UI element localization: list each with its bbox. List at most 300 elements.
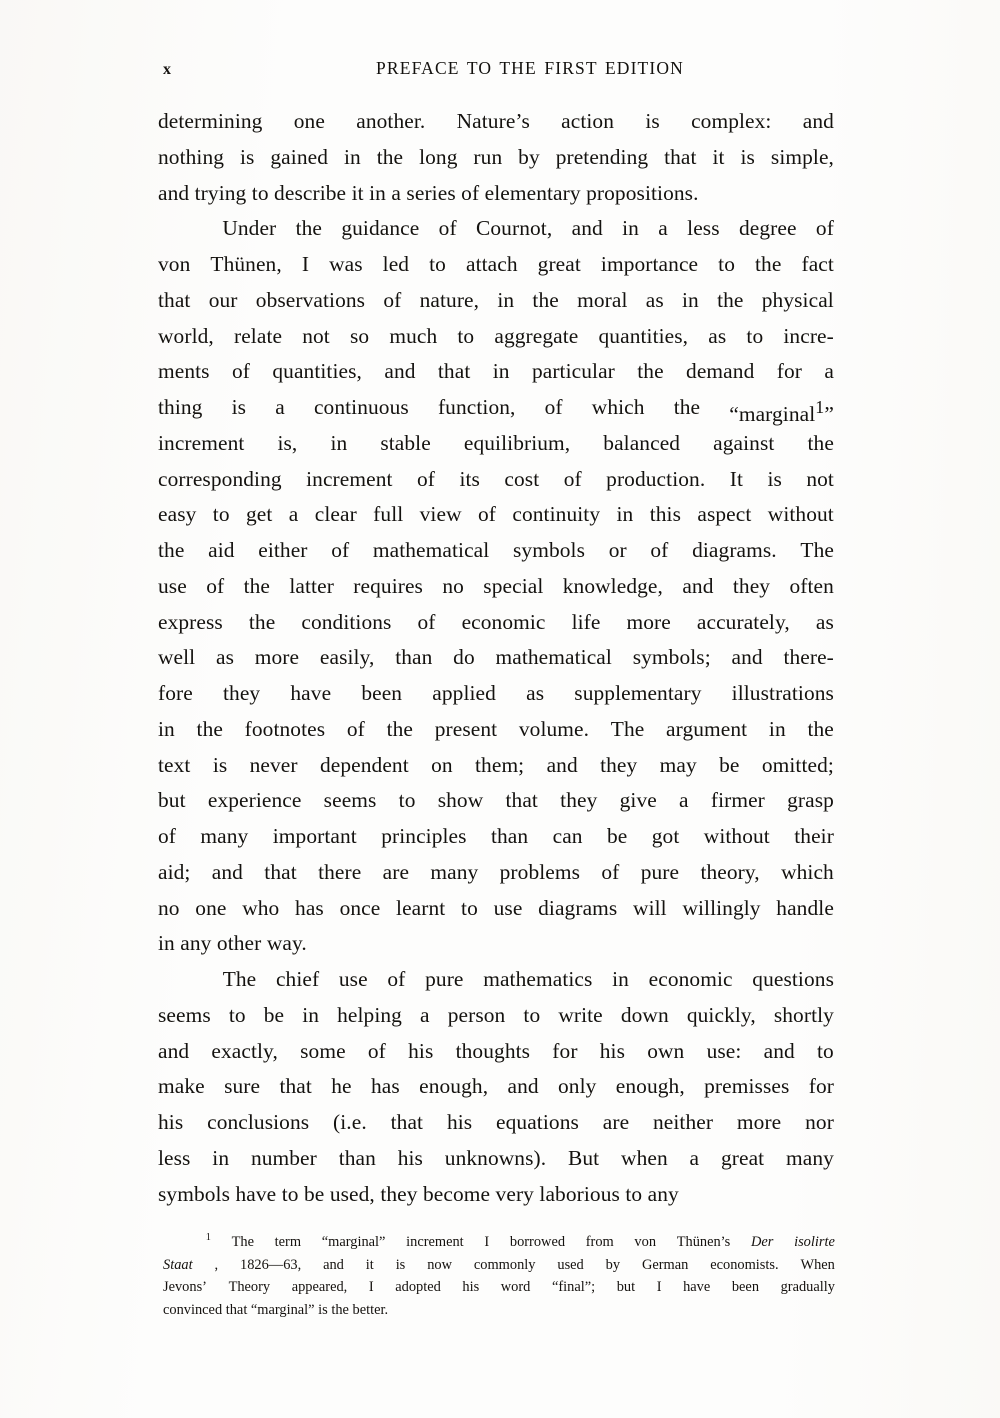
word: corresponding [158,466,282,491]
word: pure [640,859,680,884]
word: to [817,1038,834,1063]
word: supplementary [574,681,702,705]
word: which [591,395,645,419]
word: may [659,752,697,777]
word: his [397,1145,423,1170]
footnote-line [163,1276,835,1299]
“footnote-reference”: 1 [815,397,825,417]
word: conditions [301,609,392,634]
word: of [331,538,350,562]
word: easy [158,502,197,527]
word: dependent [319,752,409,777]
word: the [196,716,223,741]
word: guidance [341,216,420,241]
word: important [272,824,357,848]
footnote-text: but [616,1279,636,1296]
word: questions [752,967,834,991]
word: aggregate [494,323,579,348]
word: illustrations [731,681,834,705]
footnote-word [474,1254,536,1277]
word: is, [277,430,298,455]
word: to [523,1002,541,1027]
word: importance [600,252,699,276]
word: our [208,287,238,312]
word: a [824,359,834,384]
footnote-text: by [605,1256,621,1273]
word: aid; [158,859,191,884]
word: who [242,895,280,920]
word: less [158,1145,191,1170]
footnote-word [215,1254,219,1277]
footnote-block [163,1231,835,1321]
word: of [383,287,402,312]
word: chief [275,967,320,991]
word: many [200,824,249,848]
footnote-word [406,1231,464,1254]
footnote-word [617,1276,635,1299]
word: von [158,252,191,276]
footnote-word [751,1231,773,1254]
word: present [434,716,498,741]
word: he [331,1074,352,1099]
word: give [619,788,657,813]
word: as [645,287,664,312]
word: quantities, [598,323,689,348]
footnote-text: used [557,1256,584,1273]
word: well [158,645,196,670]
word: observations [255,287,366,312]
text-line [158,211,834,247]
text-line [158,497,834,533]
word: they [560,788,598,813]
footnote-line [163,1231,835,1254]
word: of [346,716,365,741]
word: a [679,788,689,813]
footnote-text: German [641,1256,689,1273]
word: are [382,859,410,884]
word: without [767,502,834,527]
word: in [622,216,639,241]
word: is [645,109,660,133]
text-line [158,605,834,641]
word: stable [380,430,431,455]
word: enough, [419,1074,489,1099]
word: neither [653,1110,714,1134]
word: the [376,144,404,169]
word: against [713,430,775,455]
word: to [228,1002,246,1027]
footnote-word [732,1276,759,1299]
word: the [248,609,276,634]
text-line: in any other way. [158,931,307,956]
footnote-text: term [274,1234,302,1250]
text-line [158,426,834,462]
word: footnotes [244,716,326,741]
word: quantities, [272,359,362,384]
word: they [223,681,261,705]
word: fore [158,681,193,705]
text-line: and trying to describe it in a series of elementary propositions. [158,180,699,205]
word: physical [761,287,834,312]
footnote-word [683,1276,710,1299]
word: is [740,144,755,169]
word: they [732,573,771,598]
word: the [295,216,323,241]
footnote-word [206,1231,211,1254]
text-line [158,640,834,676]
text-line [158,1069,834,1105]
text-line [158,1105,834,1141]
footnote-text: commonly [473,1256,536,1273]
word: and [158,1038,190,1063]
text-line [158,998,834,1034]
text-line [158,283,834,319]
word: will [633,895,667,920]
word: number [250,1145,317,1170]
word: of [158,824,177,848]
word: one [195,895,227,920]
word: less [687,216,720,241]
word: is [231,395,247,419]
text-line [158,712,834,748]
word: nature, [419,287,480,312]
text-line [158,247,834,283]
word: mathematical [495,645,612,670]
word: (i.e. [333,1110,367,1134]
footnote-text: “marginal” [321,1234,386,1250]
word: problems [499,859,581,884]
word: demand [686,359,755,384]
word: on [431,752,453,777]
word: continuous [313,395,409,419]
word: one [293,109,325,133]
word: determining [158,109,263,133]
word: is [212,752,228,777]
word: handle [776,895,834,920]
word: its [459,466,480,491]
footnote-word [163,1276,207,1299]
word: they [600,752,638,777]
footnote-word [781,1276,835,1299]
word: The [222,967,257,991]
word: life [571,609,601,634]
word: firmer [710,788,765,813]
word: by [518,144,540,169]
footnote-word [710,1254,778,1277]
word: is [767,466,782,491]
word: them; [475,752,525,777]
text-line [158,962,834,998]
footnote-text: appeared, [291,1279,348,1296]
word: as [526,681,545,705]
word: as [215,645,235,670]
footnote-word [396,1254,406,1277]
word: in [616,502,634,527]
footnote-text: been [731,1279,760,1296]
word: in [158,716,175,741]
word: The [610,716,645,741]
word: and [384,359,416,384]
word: premisses [704,1074,790,1099]
word: ments [158,359,210,384]
word: shortly [773,1002,834,1027]
footnote-text: it [365,1256,374,1273]
word: in [302,1002,320,1027]
word: latter [289,573,334,598]
word: moral [577,287,628,312]
word: seems [323,788,377,813]
footnote-word [427,1254,452,1277]
word: of [601,859,620,884]
footnote-word [395,1276,441,1299]
word: many [430,859,479,884]
word: a [420,1002,430,1027]
word: is [240,144,255,169]
word: as [708,323,727,348]
footnote-text: 1826—63, [240,1256,302,1273]
word: attach [465,252,518,276]
word: has [370,1074,400,1099]
text-line [158,569,834,605]
word: and [682,573,714,598]
footnote-line [163,1299,835,1322]
word: mathematics [483,967,593,991]
word: of [416,466,435,491]
footnote-word [322,1231,386,1254]
word: in [497,287,515,312]
word: and [731,645,763,670]
footnote-word [586,1231,614,1254]
footnote-text: , [214,1256,219,1273]
word: some [300,1038,346,1063]
text-line [158,748,834,784]
word: full [373,502,404,527]
text-line [158,104,834,140]
word: much [389,323,438,348]
word: that [664,144,697,169]
footnote-text: word [500,1279,531,1296]
word: that [158,287,191,312]
word: simple, [770,144,834,169]
word: action [561,109,615,133]
word: has [295,895,324,920]
word: not [806,466,834,491]
word: Thünen, [210,252,282,276]
footnote-text: When [800,1256,835,1273]
word: accurately, [696,609,790,634]
word: volume. [518,716,590,741]
word: so [349,323,370,348]
word: to [746,323,764,348]
word: of [563,466,582,491]
text-line [158,1034,834,1070]
word: principles [381,824,467,848]
word: argument [666,716,748,741]
paragraph [158,962,834,1212]
word: omitted; [761,752,834,777]
text-line [158,1141,834,1177]
word: for [808,1074,834,1099]
word: of [367,1038,386,1063]
word: The [800,538,834,562]
word: pure [425,967,464,991]
footnote-text: Theory [228,1279,271,1296]
running-head [158,58,834,84]
footnote-word [484,1231,489,1254]
footnote-text: The [231,1234,254,1250]
word: use: [706,1038,742,1063]
word: to [461,895,478,920]
text-line [158,354,834,390]
text-line [158,319,834,355]
word: in [492,359,510,384]
word: learnt [396,895,446,920]
footnote-word [634,1231,656,1254]
footnote-text: have [683,1279,711,1296]
word: the [158,538,185,562]
footnote-marker: 1 [205,1232,211,1244]
footnote-text: I [368,1279,374,1296]
word: quickly, [686,1002,756,1027]
word: but [158,788,186,813]
word: that [505,788,538,813]
word: But [568,1145,600,1170]
paragraph [158,211,834,962]
word: not [302,323,330,348]
word: gained [270,144,329,169]
text-line [158,855,834,891]
word: the [532,287,559,312]
word: and [802,109,834,133]
word: been [361,681,403,705]
word: his [599,1038,626,1063]
word: requires [353,573,423,598]
word: than [338,1145,376,1170]
footnote-text: “final”; [551,1279,596,1296]
word: make [158,1074,205,1099]
word: do [453,645,475,670]
word: in [330,430,348,455]
word: in [682,287,699,312]
footnote-text: increment [406,1234,464,1250]
word: of [650,538,669,562]
text-line [158,819,834,855]
word: got [651,824,680,848]
word: write [558,1002,603,1027]
word: seems [158,1002,211,1027]
footnote-word [323,1254,344,1277]
word: which [781,859,834,884]
word: often [789,573,834,598]
word: for [552,1038,578,1063]
word: economic [648,967,733,991]
word: of [417,609,436,634]
word: aid [208,538,235,562]
word: the [755,252,782,276]
word: of [206,573,225,598]
word: Nature’s [456,109,530,133]
footnote-word [510,1231,565,1254]
word: increment [306,466,393,491]
word: his [408,1038,434,1063]
word: the [386,716,414,741]
word: It [729,466,743,491]
word: world, [158,323,214,348]
word: it [712,144,725,169]
word: than [395,645,433,670]
word: exactly, [211,1038,278,1063]
word: the [717,287,744,312]
word: pretending [555,144,649,169]
word: more [626,609,671,634]
word: a [288,502,299,527]
footnote-text: now [427,1256,452,1273]
word: can [552,824,583,848]
word: or [608,538,627,562]
word: either [258,538,308,562]
footnote-text: economists. [710,1256,779,1273]
text-line [158,533,834,569]
word: to [212,502,230,527]
word: own [647,1038,685,1063]
word: of [438,216,457,241]
footnote-word [794,1231,835,1254]
running-head-title: PREFACE TO THE FIRST EDITION [376,58,684,78]
word: the [243,573,271,598]
word: many [786,1145,834,1170]
word: relate [233,323,283,348]
footnote-text: Jevons’ [163,1279,207,1296]
footnote-word [232,1231,254,1254]
footnote-word [552,1276,595,1299]
word: person [447,1002,506,1027]
word: have [290,681,332,705]
word: that [279,1074,312,1099]
word: the [807,430,834,455]
word: and [507,1074,539,1099]
word: never [249,752,298,777]
footnote-text: Thünen’s [676,1234,731,1250]
footnote-word [369,1276,374,1299]
word: use [493,895,523,920]
footnote-text: adopted [395,1279,441,1296]
word: there [318,859,362,884]
word: a [275,395,285,419]
word: of [815,216,834,241]
body-text-block [158,104,834,1212]
footnote-title: Der [750,1234,774,1250]
word: sure [224,1074,261,1099]
word: only [558,1074,597,1099]
word: diagrams. [692,538,777,562]
word: be [606,824,628,848]
word: incre- [783,323,834,348]
word: there- [783,645,834,670]
word: equations [496,1110,579,1134]
word: theory, [700,859,760,884]
footnote-word [240,1254,301,1277]
word: and [763,1038,795,1063]
footnote-title: Staat [163,1256,193,1273]
word: in [212,1145,230,1170]
footnote-line [163,1254,835,1277]
page-folio: x [163,61,172,78]
footnote-text: von [634,1234,657,1250]
word: than [490,824,529,848]
word: of [231,359,250,384]
word: I [301,252,310,276]
word: and [571,216,603,241]
